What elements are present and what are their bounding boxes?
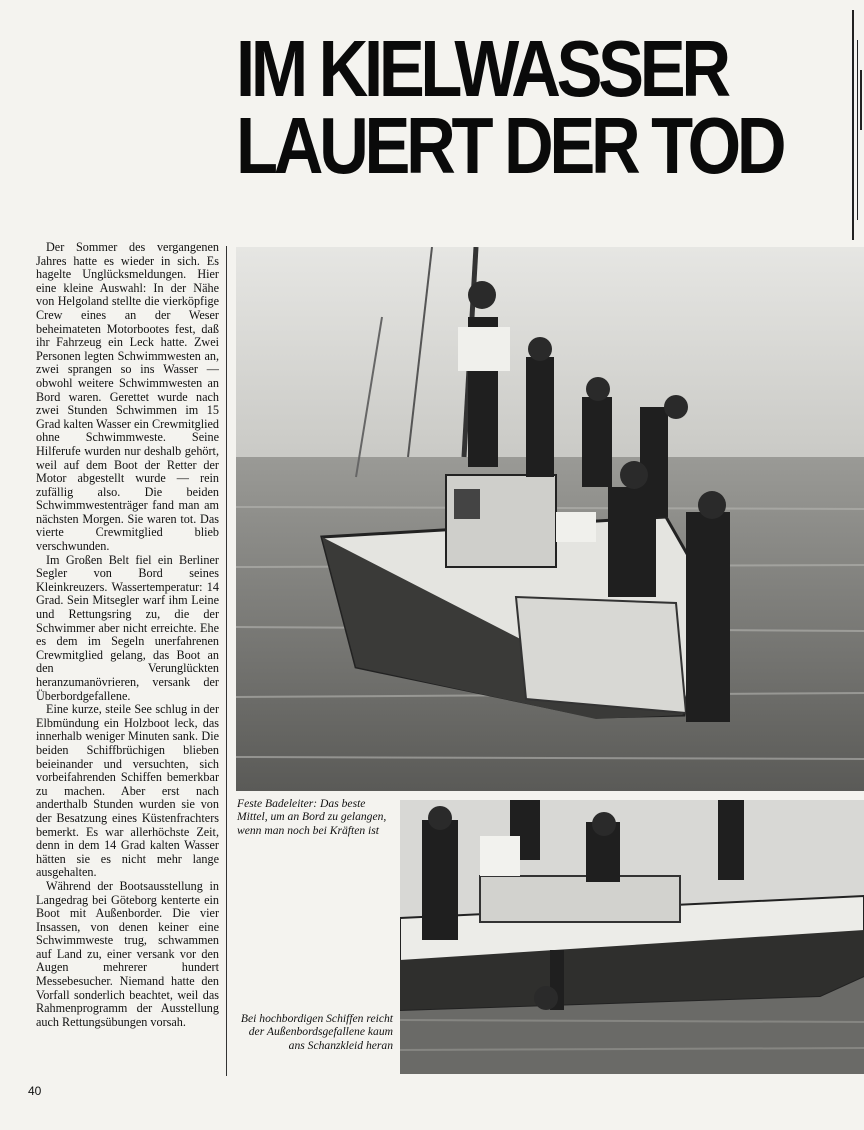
headline-line-1: IM KIELWASSER xyxy=(236,24,727,113)
headline xyxy=(236,24,783,190)
photo-caption-2: Bei hochbordigen Schiffen reicht der Außenbordsgefallene kaum ans Schanzkleid heran xyxy=(240,1012,393,1052)
photo-sailboat-crew xyxy=(236,247,864,791)
column-divider xyxy=(226,246,227,1076)
paragraph-3: Eine kurze, steile See schlug in der Elbmündung ein Holzboot leck, das innerhalb weniger Minuten sank. Die beiden Schiffbrüchigen blieben beieinander und versuchten, sich vorbeifahrenden Schiffen bemerkbar zu machen. Aber erst nach anderthalb Stunden wurden sie von der Besatzung eines Küstenfrachters bemerkt. Es war allerhöchste Zeit, denn in dem 14 Grad kalten Wasser hätten sie es nicht mehr lange ausgehalten. xyxy=(36,702,219,880)
photo-rescue-hull xyxy=(400,800,864,1074)
paragraph-1: Der Sommer des vergangenen Jahres hatte es wieder in sich. Es hagelte Unglücksmeldungen. Hier eine kleine Auswahl: In der Nähe von Helgoland stellte die vierköpfige Crew eines an der Weser beheimateten Motorbootes fest, daß ihr Fahrzeug ein Leck hatte. Zwei Personen legten Schwimmwesten an, zwei sprangen so ins Wasser — obwohl weitere Schwimmwesten an Bord waren. Gerettet wurde nach zwei Stunden Schwimmen im 15 Grad kalten Wasser ein Crewmitglied ohne Schwimmweste. Seine Hilferufe wurden nur deshalb gehört, weil auf dem Boot der Retter der Motor abgestellt wurde — rein zufällig also. Die beiden Schwimmwestenträger fand man am nächsten Morgen. Sie waren tot. Das vierte Crewmitglied blieb verschwunden. xyxy=(36,240,219,554)
page-number: 40 xyxy=(28,1084,42,1098)
paragraph-4: Während der Bootsausstellung in Langedrag bei Göteborg kenterte ein Boot mit Außenborder. Die vier Insassen, von denen keiner eine Schwimmweste trug, schwammen auf Land zu, einer versank vor den Augen mehrerer hundert Messebesucher. Niemand hatte den Vorfall sonderlich beachtet, weil das Rahmenprogramm der Ausstellung auch Rettungsübungen vorsah. xyxy=(36,878,219,1029)
photo-caption-1: Feste Badeleiter: Das beste Mittel, um an Bord zu gelangen, wenn man noch bei Kräften ist xyxy=(237,797,387,837)
headline-line-2: LAUERT DER TOD xyxy=(236,101,783,190)
paragraph-2: Im Großen Belt fiel ein Berliner Segler von Bord seines Kleinkreuzers. Wassertemperatur: 14 Grad. Sein Mitsegler warf ihm Leine und Rettungsring zu, die der Schwimmer aber nicht erreichte. Ehe es dem im Segeln unerfahrenen Crewmitglied gelang, das Boot an den Verunglückten heranzumanövrieren, versank der Überbordgefallene. xyxy=(36,552,219,703)
article-body xyxy=(36,241,219,1029)
scan-edge-marks xyxy=(850,0,864,250)
